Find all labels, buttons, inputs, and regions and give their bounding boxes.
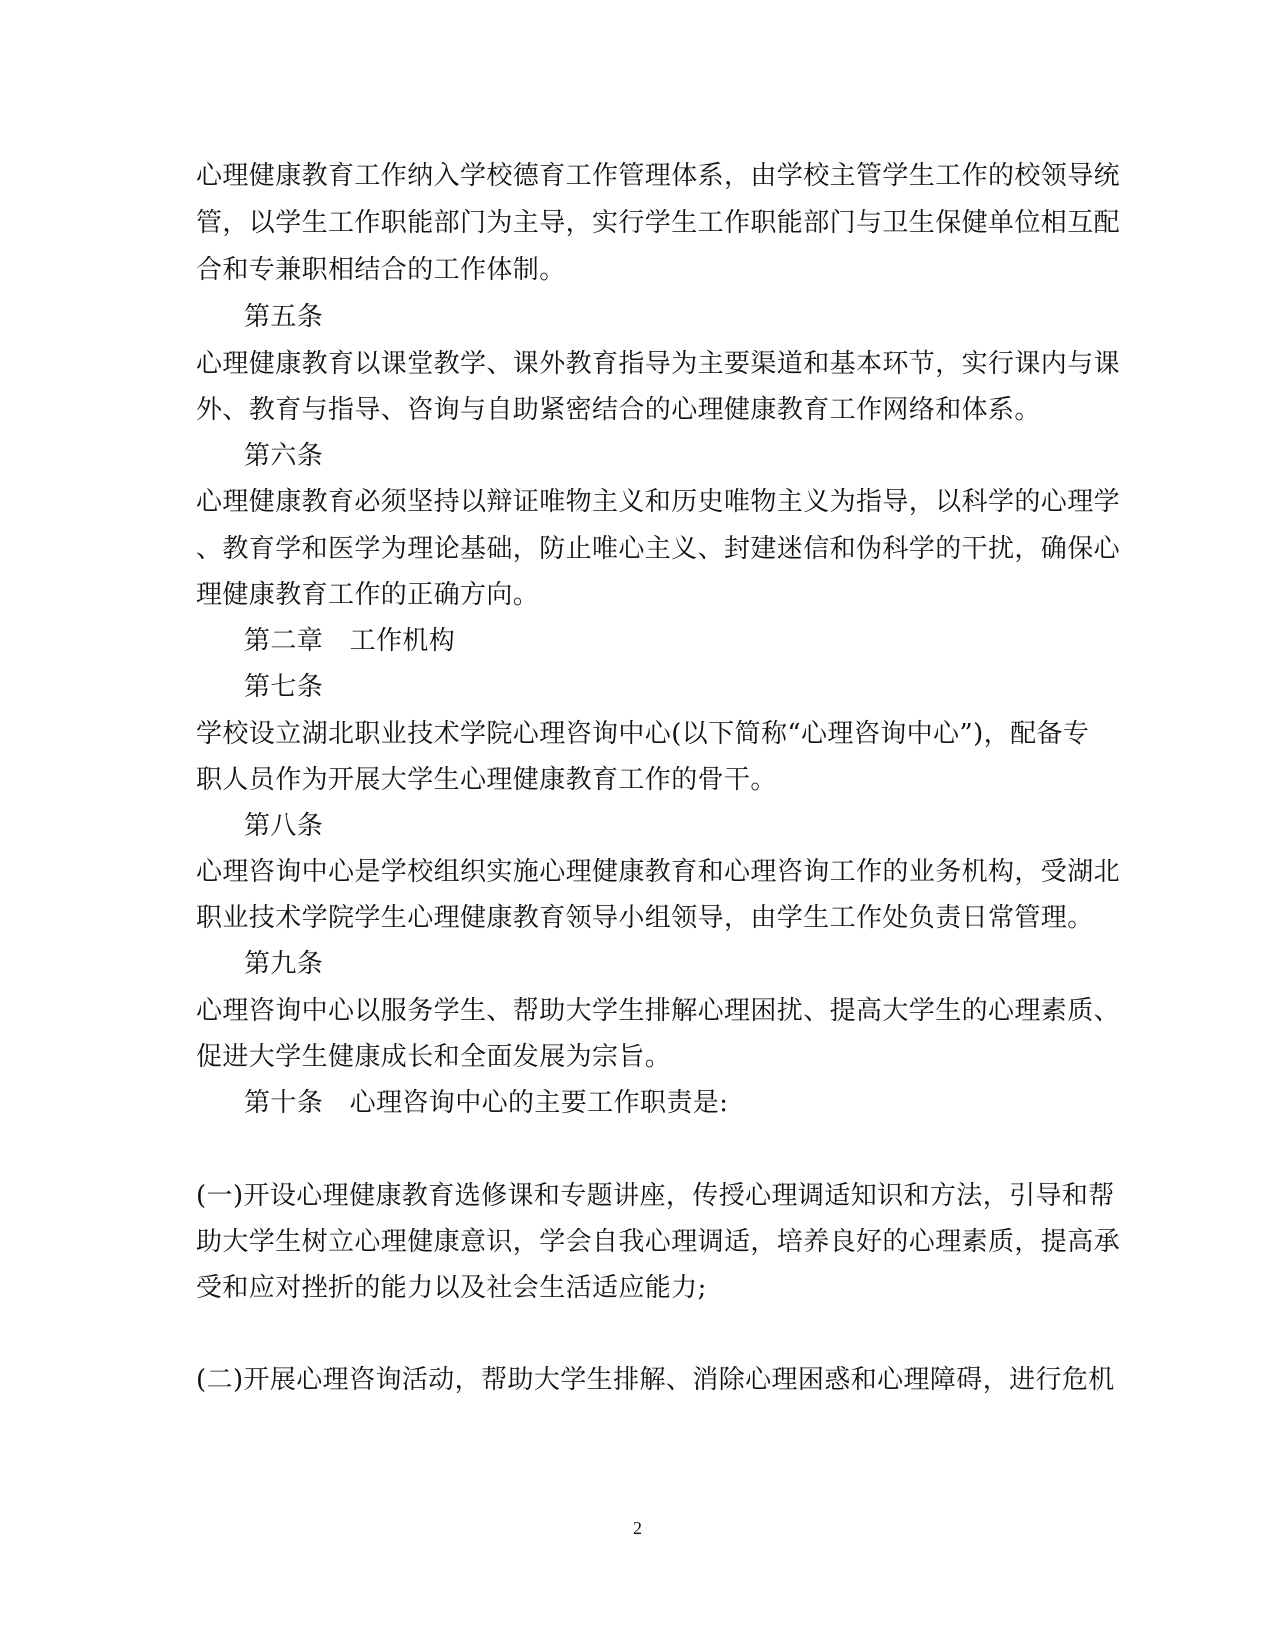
body-text-line: 促进大学生健康成长和全面发展为宗旨。 (196, 1042, 672, 1072)
article-heading: 第九条 (244, 949, 324, 979)
body-text-line: 管，以学生工作职能部门为主导，实行学生工作职能部门与卫生保健单位相互配 (196, 208, 1121, 238)
article-heading: 第七条 (244, 672, 324, 702)
body-text-line: 理健康教育工作的正确方向。 (196, 580, 540, 610)
body-text-line: 、教育学和医学为理论基础，防止唯心主义、封建迷信和伪科学的干扰，确保心 (196, 534, 1121, 564)
body-text-line: 助大学生树立心理健康意识，学会自我心理调适，培养良好的心理素质，提高承 (196, 1227, 1121, 1257)
body-text-line: 心理咨询中心以服务学生、帮助大学生排解心理困扰、提高大学生的心理素质、 (196, 996, 1121, 1026)
article-heading: 第五条 (244, 302, 324, 332)
body-text-line: 学校设立湖北职业技术学院心理咨询中心(以下简称“心理咨询中心”)，配备专 (196, 719, 1090, 749)
chapter-heading: 第二章 工作机构 (244, 626, 456, 656)
list-item-text: (二)开展心理咨询活动，帮助大学生排解、消除心理困惑和心理障碍，进行危机 (196, 1365, 1115, 1395)
article-heading: 第十条 心理咨询中心的主要工作职责是: (244, 1088, 729, 1118)
article-heading: 第八条 (244, 811, 324, 841)
body-text-line: 合和专兼职相结合的工作体制。 (196, 255, 566, 285)
article-heading: 第六条 (244, 441, 324, 471)
body-text-line: 心理健康教育必须坚持以辩证唯物主义和历史唯物主义为指导，以科学的心理学 (196, 487, 1121, 517)
body-text-line: 职业技术学院学生心理健康教育领导小组领导，由学生工作处负责日常管理。 (196, 903, 1094, 933)
body-text-line: 职人员作为开展大学生心理健康教育工作的骨干。 (196, 765, 777, 795)
body-text-line: 心理健康教育以课堂教学、课外教育指导为主要渠道和基本环节，实行课内与课 (196, 349, 1121, 379)
body-text-line: 外、教育与指导、咨询与自助紧密结合的心理健康教育工作网络和体系。 (196, 395, 1041, 425)
body-text-line: 受和应对挫折的能力以及社会生活适应能力; (196, 1273, 707, 1303)
list-item-text: (一)开设心理健康教育选修课和专题讲座，传授心理调适知识和方法，引导和帮 (196, 1181, 1115, 1211)
page-number: 2 (633, 1518, 642, 1538)
body-text-line: 心理咨询中心是学校组织实施心理健康教育和心理咨询工作的业务机构，受湖北 (196, 857, 1121, 887)
body-text-line: 心理健康教育工作纳入学校德育工作管理体系，由学校主管学生工作的校领导统 (196, 161, 1121, 191)
